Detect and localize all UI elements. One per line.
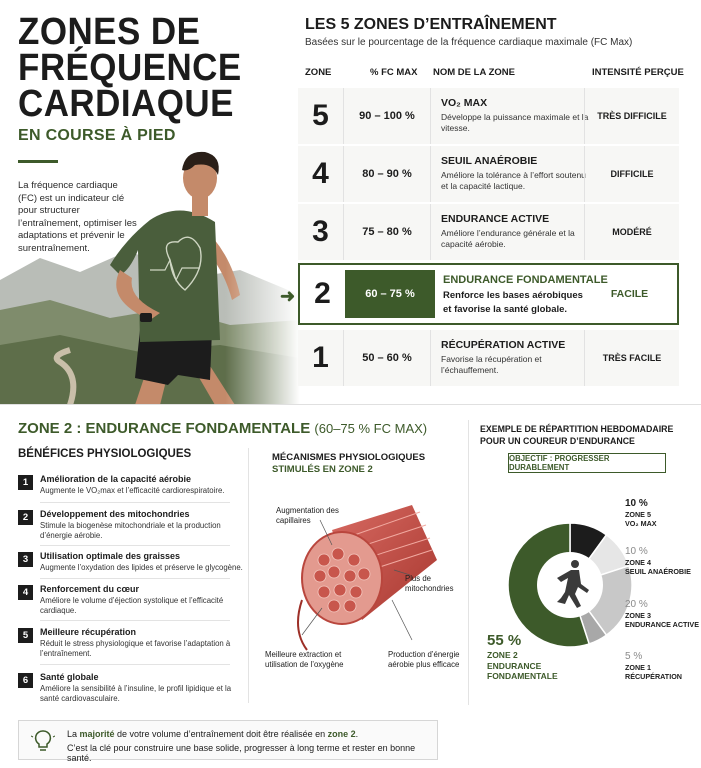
- slice-zone: ZONE 1: [625, 663, 651, 672]
- title-line-3: CARDIAQUE: [18, 83, 234, 125]
- col-header-intensity: INTENSITÉ PERÇUE: [592, 67, 684, 78]
- benefit-title: Meilleure récupération: [40, 627, 137, 637]
- zone-row-2-highlighted: [298, 263, 679, 325]
- slice-zone: ZONE 4: [625, 558, 651, 567]
- zones-table-title: LES 5 ZONES D’ENTRAÎNEMENT: [305, 16, 557, 33]
- slice-label-zone1: [625, 650, 682, 681]
- slice-name: ENDURANCE ACTIVE: [625, 620, 700, 629]
- benefit-divider: [40, 578, 230, 579]
- footer-text: La: [67, 729, 80, 739]
- zones-table-subtitle: Basées sur le pourcentage de la fréquence cardiaque maximale (FC Max): [305, 37, 633, 48]
- zone-number: 3: [312, 215, 329, 248]
- label-capillaries: Augmentation des capillaires: [276, 506, 339, 525]
- mechanisms-title-line-1: MÉCANISMES PHYSIOLOGIQUES: [272, 452, 426, 463]
- benefit-number: 3: [18, 552, 33, 567]
- benefit-desc: Augmente le VO₂max et l’efficacité cardiorespiratoire.: [40, 486, 225, 495]
- slice-name: SEUIL ANAÉROBIE: [625, 567, 691, 576]
- benefit-title: Développement des mitochondries: [40, 509, 190, 519]
- footer-callout: [18, 720, 438, 763]
- benefit-desc: Améliore le volume d’éjection systolique et l’efficacité cardiaque.: [40, 596, 224, 615]
- zone-pct: 75 – 80 %: [343, 204, 431, 260]
- zone-pct: 80 – 90 %: [343, 146, 431, 202]
- slice-name: VO₂ MAX: [625, 519, 657, 528]
- benefit-number: 5: [18, 628, 33, 643]
- label-energy: Production d’énergie aérobie plus efficace: [388, 650, 460, 669]
- weekly-donut-chart: [505, 520, 635, 650]
- zone-name: ENDURANCE FONDAMENTALE: [443, 274, 608, 286]
- mechanisms-title: [272, 452, 452, 476]
- slice-pct: 55 %: [487, 632, 522, 649]
- zone-name: ENDURANCE ACTIVE: [441, 213, 550, 225]
- zone-name: RÉCUPÉRATION ACTIVE: [441, 339, 566, 351]
- column-divider: [248, 448, 249, 703]
- zone-desc: Améliore la tolérance à l’effort soutenu et la capacité lactique.: [441, 170, 586, 191]
- slice-zone: ZONE 5: [625, 510, 651, 519]
- label-mitochondria: Plus de mitochondries: [405, 574, 454, 593]
- benefit-title: Utilisation optimale des graisses: [40, 551, 181, 561]
- zone-intensity: MODÉRÉ: [584, 204, 679, 260]
- zone-row-3: [298, 204, 679, 260]
- zone-pct: 90 – 100 %: [343, 88, 431, 144]
- section-divider: [0, 404, 701, 405]
- zone-intensity: TRÈS DIFFICILE: [584, 88, 679, 144]
- zone-name: SEUIL ANAÉROBIE: [441, 155, 538, 167]
- slice-name: RÉCUPÉRATION: [625, 672, 682, 681]
- runner-illustration: [0, 130, 300, 405]
- benefit-desc: Améliore la sensibilité à l’insuline, le profil lipidique et la santé cardiovasculaire.: [40, 684, 232, 703]
- zone2-section-title: [18, 420, 427, 437]
- slice-pct: 10 %: [625, 546, 648, 557]
- zone-number: 1: [312, 341, 329, 374]
- benefit-title: Amélioration de la capacité aérobie: [40, 474, 192, 484]
- zone-row-5: [298, 88, 679, 144]
- arrow-right-icon: ➜: [280, 286, 296, 306]
- page-title: [18, 11, 257, 125]
- col-header-pct: % FC MAX: [370, 67, 418, 78]
- footer-text: de votre volume d’entraînement doit être réalisée en: [114, 729, 328, 739]
- benefit-title: Renforcement du cœur: [40, 584, 140, 594]
- title-line-1: ZONES DE: [18, 11, 201, 53]
- zone-intensity: TRÈS FACILE: [584, 330, 679, 386]
- zone-intensity: FACILE: [610, 288, 649, 300]
- zone-name: VO₂ MAX: [441, 97, 488, 109]
- zone-desc: Renforce les bases aérobiques et favorise la santé globale.: [443, 290, 583, 315]
- benefit-desc: Augmente l’oxydation des lipides et préserve le glycogène.: [40, 563, 243, 572]
- title-line-2: FRÉQUENCE: [18, 47, 242, 89]
- zone-number: 4: [312, 157, 329, 190]
- benefit-number: 4: [18, 585, 33, 600]
- lightbulb-icon: [31, 728, 55, 754]
- slice-pct: 10 %: [625, 498, 648, 509]
- slice-name-2: FONDAMENTALE: [487, 671, 558, 681]
- zone-pct: 60 – 75 %: [345, 270, 435, 318]
- label-oxygen: Meilleure extraction et utilisation de l’oxygène: [265, 650, 344, 669]
- slice-pct: 5 %: [625, 651, 643, 662]
- col-header-name: NOM DE LA ZONE: [433, 67, 515, 78]
- footer-emphasis: zone 2: [327, 729, 356, 739]
- zone-pct: 50 – 60 %: [343, 330, 431, 386]
- benefit-number: 1: [18, 475, 33, 490]
- footer-text: .: [355, 729, 359, 739]
- zone-number: 2: [314, 277, 331, 310]
- zone-row-4: [298, 146, 679, 202]
- footer-line-1: [67, 729, 358, 739]
- slice-zone: ZONE 3: [625, 611, 651, 620]
- zone-row-1: [298, 330, 679, 386]
- footer-line-2: C’est la clé pour construire une base solide, progresser à long terme et rester en bonne santé.: [67, 743, 416, 763]
- benefits-title: BÉNÉFICES PHYSIOLOGIQUES: [18, 448, 192, 460]
- benefit-desc: Réduit le stress physiologique et favorise l’adaptation à l’entraînement.: [40, 639, 231, 658]
- zone-intensity: DIFFICILE: [584, 146, 679, 202]
- zone2-title-paren: (60–75 % FC MAX): [314, 421, 428, 436]
- slice-label-zone4: [625, 545, 691, 576]
- zone-desc: Favorise la récupération et l’échauffement.: [441, 354, 542, 375]
- zone2-title-main: ZONE 2 : ENDURANCE FONDAMENTALE: [18, 420, 311, 437]
- slice-label-zone5: [625, 497, 657, 528]
- zone-number: 5: [312, 99, 329, 132]
- footer-emphasis: majorité: [79, 729, 115, 739]
- slice-label-zone2: [487, 632, 558, 682]
- benefit-divider: [40, 664, 230, 665]
- mechanisms-title-line-2: STIMULÉS EN ZONE 2: [272, 464, 373, 475]
- benefit-desc: Stimule la biogenèse mitochondriale et la production d’énergie aérobie.: [40, 521, 221, 540]
- slice-zone: ZONE 2: [487, 650, 518, 660]
- benefit-divider: [40, 502, 230, 503]
- slice-pct: 20 %: [625, 599, 648, 610]
- benefit-divider: [40, 620, 230, 621]
- slice-name: ENDURANCE: [487, 660, 542, 671]
- benefit-number: 6: [18, 673, 33, 688]
- objective-badge: OBJECTIF : PROGRESSER DURABLEMENT: [508, 453, 666, 473]
- zone-desc: Développe la puissance maximale et la vitesse.: [441, 112, 589, 133]
- benefit-title: Santé globale: [40, 672, 99, 682]
- zone-desc: Améliore l’endurance générale et la capacité aérobie.: [441, 228, 575, 249]
- benefit-divider: [40, 545, 230, 546]
- benefit-number: 2: [18, 510, 33, 525]
- col-header-zone: ZONE: [305, 67, 332, 78]
- weekly-distribution-title: EXEMPLE DE RÉPARTITION HEBDOMADAIRE POUR UN COUREUR D’ENDURANCE: [480, 424, 674, 446]
- slice-label-zone3: [625, 598, 699, 629]
- column-divider: [468, 420, 469, 705]
